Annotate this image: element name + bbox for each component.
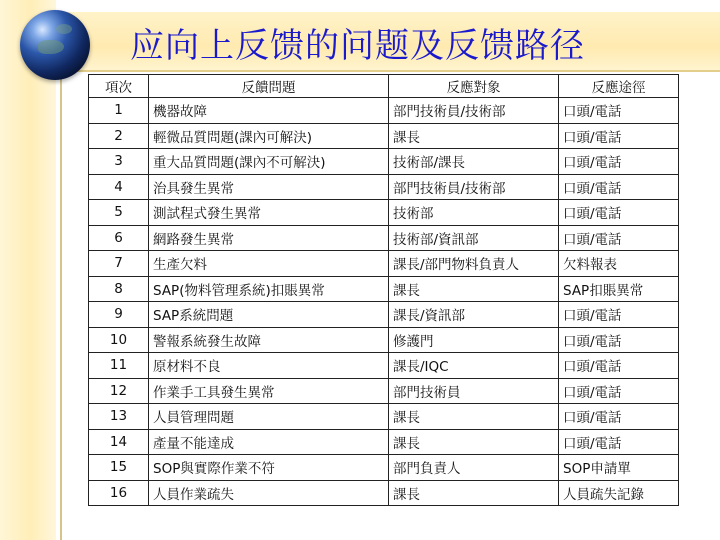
table-header-row bbox=[89, 75, 679, 98]
feedback-table bbox=[88, 74, 679, 506]
cell-target: 部門負責人 bbox=[389, 455, 559, 481]
cell-issue: SOP與實際作業不符 bbox=[149, 455, 389, 481]
header-issue: 反饋問題 bbox=[149, 75, 389, 98]
cell-item-no: 4 bbox=[89, 174, 149, 200]
table-row bbox=[89, 404, 679, 430]
cell-item-no: 5 bbox=[89, 200, 149, 226]
cell-route: 口頭/電話 bbox=[559, 225, 679, 251]
cell-item-no: 14 bbox=[89, 429, 149, 455]
cell-route: 口頭/電話 bbox=[559, 123, 679, 149]
cell-route: SOP申請單 bbox=[559, 455, 679, 481]
cell-issue: 機器故障 bbox=[149, 98, 389, 124]
cell-issue: SAP系統問題 bbox=[149, 302, 389, 328]
cell-item-no: 9 bbox=[89, 302, 149, 328]
cell-route: 口頭/電話 bbox=[559, 302, 679, 328]
globe-landmass bbox=[56, 24, 72, 34]
cell-target: 技術部/課長 bbox=[389, 149, 559, 175]
table-row bbox=[89, 149, 679, 175]
cell-issue: 產量不能達成 bbox=[149, 429, 389, 455]
globe-icon bbox=[20, 10, 90, 80]
header-route: 反應途徑 bbox=[559, 75, 679, 98]
table-row bbox=[89, 455, 679, 481]
cell-issue: 輕微品質問題(課內可解決) bbox=[149, 123, 389, 149]
cell-item-no: 7 bbox=[89, 251, 149, 277]
table-row bbox=[89, 123, 679, 149]
cell-item-no: 2 bbox=[89, 123, 149, 149]
cell-item-no: 15 bbox=[89, 455, 149, 481]
left-divider bbox=[60, 70, 62, 540]
left-decorative-band bbox=[0, 0, 56, 540]
cell-route: 口頭/電話 bbox=[559, 378, 679, 404]
table-row bbox=[89, 302, 679, 328]
cell-target: 部門技術員 bbox=[389, 378, 559, 404]
cell-route: 口頭/電話 bbox=[559, 149, 679, 175]
cell-issue: SAP(物料管理系統)扣賬異常 bbox=[149, 276, 389, 302]
cell-target: 課長/資訊部 bbox=[389, 302, 559, 328]
header-target: 反應對象 bbox=[389, 75, 559, 98]
cell-issue: 警報系統發生故障 bbox=[149, 327, 389, 353]
cell-route: 口頭/電話 bbox=[559, 174, 679, 200]
cell-issue: 重大品質問題(課內不可解決) bbox=[149, 149, 389, 175]
cell-target: 課長/IQC bbox=[389, 353, 559, 379]
cell-route: 口頭/電話 bbox=[559, 429, 679, 455]
cell-route: SAP扣賬異常 bbox=[559, 276, 679, 302]
cell-item-no: 11 bbox=[89, 353, 149, 379]
cell-issue: 測試程式發生異常 bbox=[149, 200, 389, 226]
table-row bbox=[89, 174, 679, 200]
cell-route: 口頭/電話 bbox=[559, 353, 679, 379]
cell-issue: 原材料不良 bbox=[149, 353, 389, 379]
table-row bbox=[89, 276, 679, 302]
cell-target: 課長 bbox=[389, 404, 559, 430]
cell-issue: 人員作業疏失 bbox=[149, 480, 389, 506]
cell-route: 口頭/電話 bbox=[559, 98, 679, 124]
cell-route: 欠料報表 bbox=[559, 251, 679, 277]
cell-item-no: 6 bbox=[89, 225, 149, 251]
cell-issue: 人員管理問題 bbox=[149, 404, 389, 430]
cell-target: 修護門 bbox=[389, 327, 559, 353]
cell-item-no: 3 bbox=[89, 149, 149, 175]
table-row bbox=[89, 353, 679, 379]
cell-issue: 治具發生異常 bbox=[149, 174, 389, 200]
table-body bbox=[89, 98, 679, 506]
cell-route: 口頭/電話 bbox=[559, 200, 679, 226]
cell-item-no: 12 bbox=[89, 378, 149, 404]
cell-item-no: 1 bbox=[89, 98, 149, 124]
feedback-table-container bbox=[88, 74, 678, 506]
table-row bbox=[89, 98, 679, 124]
cell-target: 技術部/資訊部 bbox=[389, 225, 559, 251]
cell-target: 課長 bbox=[389, 429, 559, 455]
cell-item-no: 8 bbox=[89, 276, 149, 302]
cell-target: 課長 bbox=[389, 480, 559, 506]
table-row bbox=[89, 200, 679, 226]
cell-route: 口頭/電話 bbox=[559, 404, 679, 430]
table-row bbox=[89, 251, 679, 277]
cell-target: 部門技術員/技術部 bbox=[389, 98, 559, 124]
slide-title: 应向上反馈的问题及反馈路径 bbox=[130, 26, 585, 66]
table-row bbox=[89, 225, 679, 251]
cell-item-no: 13 bbox=[89, 404, 149, 430]
header-item-no: 項次 bbox=[89, 75, 149, 98]
cell-route: 人員疏失記錄 bbox=[559, 480, 679, 506]
cell-target: 課長/部門物料負責人 bbox=[389, 251, 559, 277]
table-row bbox=[89, 378, 679, 404]
table-row bbox=[89, 429, 679, 455]
cell-item-no: 16 bbox=[89, 480, 149, 506]
cell-item-no: 10 bbox=[89, 327, 149, 353]
title-divider bbox=[64, 70, 720, 72]
cell-issue: 網路發生異常 bbox=[149, 225, 389, 251]
table-row bbox=[89, 480, 679, 506]
table-row bbox=[89, 327, 679, 353]
globe-landmass bbox=[38, 40, 64, 54]
cell-issue: 生產欠料 bbox=[149, 251, 389, 277]
cell-route: 口頭/電話 bbox=[559, 327, 679, 353]
cell-target: 課長 bbox=[389, 123, 559, 149]
cell-target: 課長 bbox=[389, 276, 559, 302]
cell-target: 部門技術員/技術部 bbox=[389, 174, 559, 200]
cell-target: 技術部 bbox=[389, 200, 559, 226]
cell-issue: 作業手工具發生異常 bbox=[149, 378, 389, 404]
